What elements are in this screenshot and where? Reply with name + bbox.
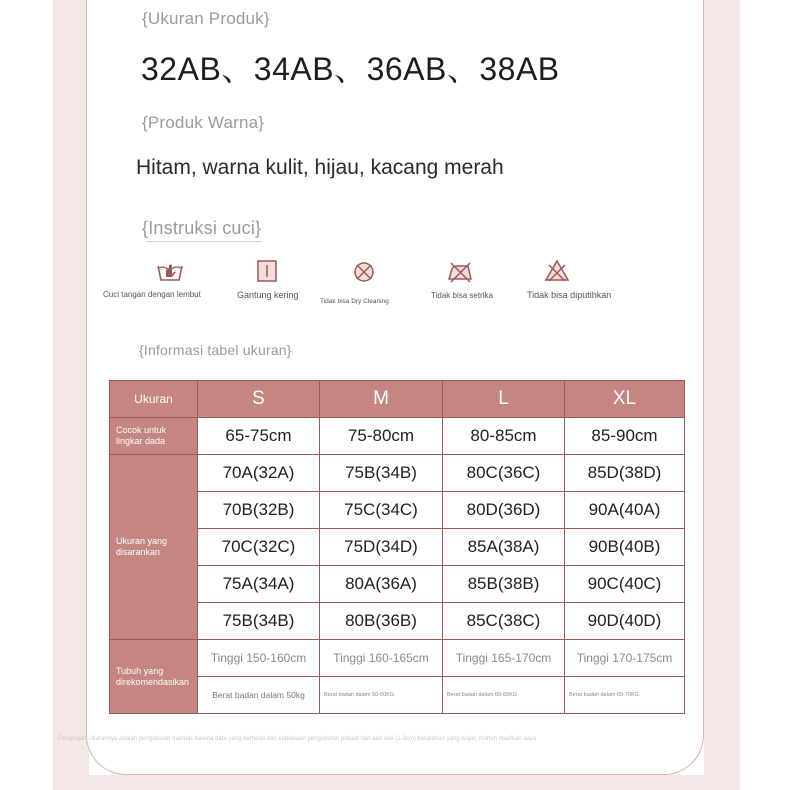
no-iron-icon: [446, 260, 472, 286]
wash-label-bleach: Tidak bisa diputihkan: [527, 290, 612, 300]
wash-label-iron: Tidak bisa setrika: [431, 291, 493, 300]
no-bleach-icon: [544, 259, 570, 285]
chest-cell: 75-80cm: [320, 418, 443, 455]
chest-row: [110, 418, 685, 455]
height-cell: Tinggi 170-175cm: [565, 640, 685, 677]
color-section-title: {Produk Warna}: [142, 113, 265, 132]
recommended-cell: 90B(40B): [565, 529, 685, 566]
wash-title-underline: [146, 241, 262, 242]
row-label-chest: Cocok untuk lingkar dada: [110, 418, 198, 455]
recommended-cell: 85C(38C): [443, 603, 565, 640]
header-ukuran: Ukuran: [110, 381, 198, 418]
recommended-cell: 75A(34A): [198, 566, 320, 603]
recommended-cell: 80D(36D): [443, 492, 565, 529]
recommended-cell: 70B(32B): [198, 492, 320, 529]
recommended-cell: 70C(32C): [198, 529, 320, 566]
row-label-body: Tubuh yang direkomendasikan: [110, 640, 198, 714]
no-dry-clean-icon: [352, 260, 378, 286]
header-size-l: L: [443, 381, 565, 418]
background-panel-left: [53, 0, 89, 790]
height-cell: Tinggi 150-160cm: [198, 640, 320, 677]
table-header-row: [110, 381, 685, 418]
weight-cell: Berat badan dalam 65-70KG: [565, 677, 685, 714]
recommended-cell: 80C(36C): [443, 455, 565, 492]
header-size-m: M: [320, 381, 443, 418]
available-sizes: 32AB、34AB、36AB、38AB: [141, 51, 560, 87]
table-row: [110, 455, 685, 492]
recommended-cell: 90C(40C): [565, 566, 685, 603]
hand-wash-icon: [156, 258, 182, 284]
wash-label-hang: Gantung kering: [237, 290, 299, 300]
recommended-cell: 80A(36A): [320, 566, 443, 603]
background-panel-bottom: [53, 775, 740, 790]
recommended-cell: 75B(34B): [320, 455, 443, 492]
height-cell: Tinggi 165-170cm: [443, 640, 565, 677]
recommended-cell: 75C(34C): [320, 492, 443, 529]
recommended-cell: 90D(40D): [565, 603, 685, 640]
size-section-title: {Ukuran Produk}: [142, 9, 270, 28]
row-label-recommended: Ukuran yang disarankan: [110, 455, 198, 640]
header-size-s: S: [198, 381, 320, 418]
chest-cell: 80-85cm: [443, 418, 565, 455]
recommended-cell: 70A(32A): [198, 455, 320, 492]
size-chart-table: [109, 380, 685, 714]
weight-cell: Berat badan dalam 50kg: [198, 677, 320, 714]
recommended-cell: 75B(34B): [198, 603, 320, 640]
recommended-cell: 85B(38B): [443, 566, 565, 603]
measurement-footnote: Pengingat: Ukurannya adalah pengukuran manual, karena data yang berbeda dan kebiasaan pengukuran pribadi dan alat ada (1-3cm) kesalahan yang wajar, mohon maafkan saya: [58, 736, 536, 742]
weight-cell: Berat badan dalam 60-65KG: [443, 677, 565, 714]
background-panel-right: [704, 0, 740, 790]
wash-section-title: {Instruksi cuci}: [142, 218, 262, 238]
available-colors: Hitam, warna kulit, hijau, kacang merah: [136, 156, 504, 179]
weight-cell: Berat badan dalam 50-60KG: [320, 677, 443, 714]
hang-dry-icon: [256, 259, 282, 285]
recommended-cell: 85A(38A): [443, 529, 565, 566]
recommended-cell: 80B(36B): [320, 603, 443, 640]
table-section-title: {Informasi tabel ukuran}: [139, 342, 292, 358]
wash-label-hand: Cuci tangan dengan lembut: [103, 290, 201, 299]
chest-cell: 85-90cm: [565, 418, 685, 455]
recommended-cell: 75D(34D): [320, 529, 443, 566]
header-size-xl: XL: [565, 381, 685, 418]
wash-label-dry-clean: Tidak bisa Dry Cleaning: [320, 298, 389, 305]
chest-cell: 65-75cm: [198, 418, 320, 455]
height-cell: Tinggi 160-165cm: [320, 640, 443, 677]
recommended-cell: 85D(38D): [565, 455, 685, 492]
recommended-cell: 90A(40A): [565, 492, 685, 529]
height-row: [110, 640, 685, 677]
